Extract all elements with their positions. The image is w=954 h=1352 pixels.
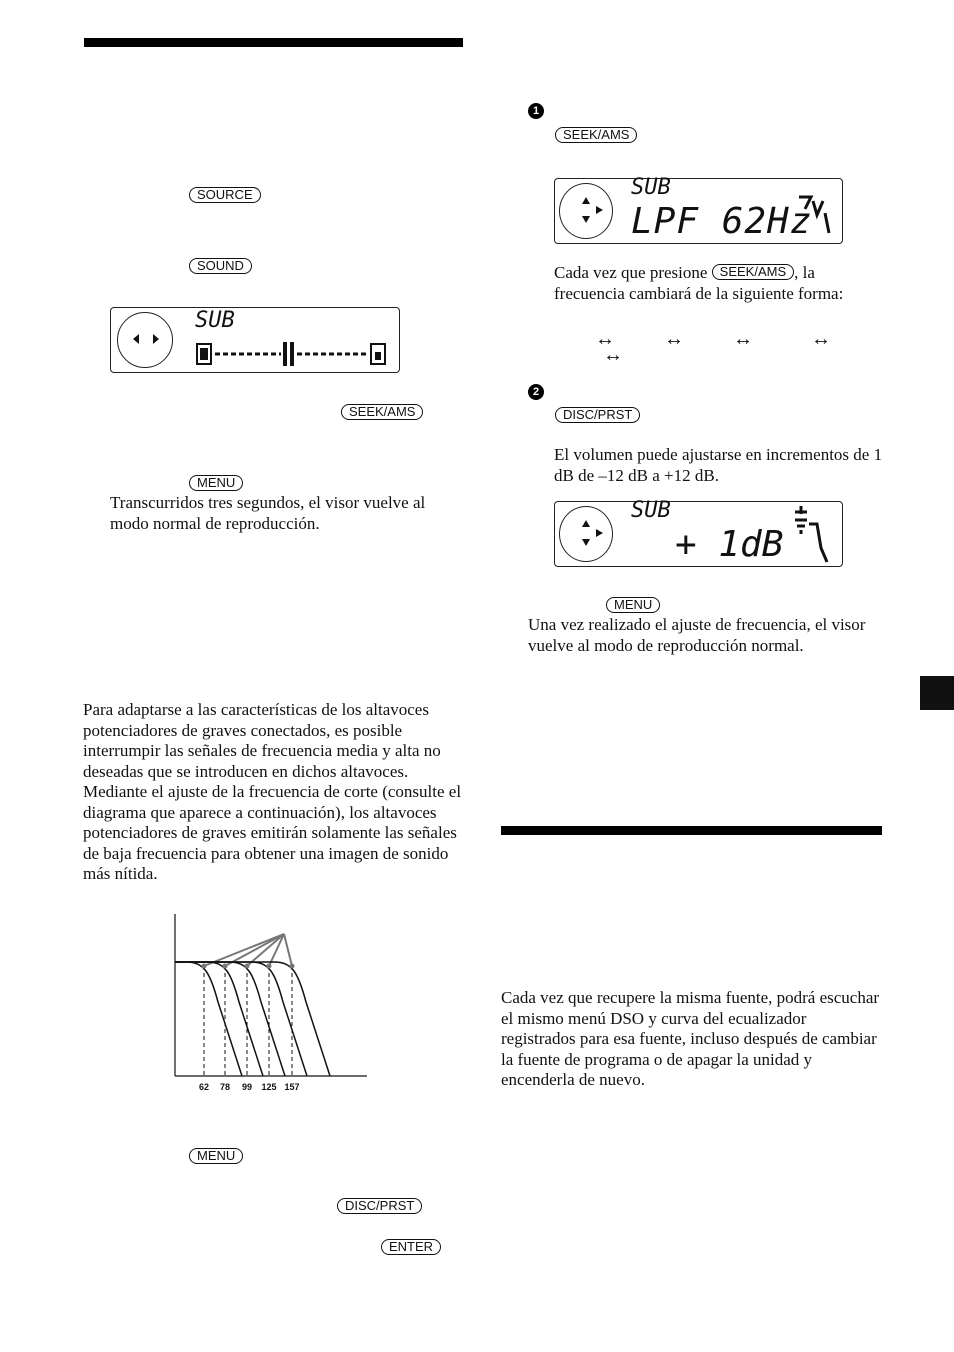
cutoff-point-62 — [202, 964, 207, 969]
step1-text-a: Cada vez que presione — [554, 263, 708, 282]
sequence-arrow-4: ↔ — [811, 328, 831, 350]
sound-button[interactable]: SOUND — [189, 258, 252, 274]
lcd-top-blinking-text: SUB — [631, 498, 671, 523]
section-rule-right — [501, 826, 882, 835]
menu-button-right[interactable]: MENU — [606, 597, 660, 613]
sequence-arrow-2: ↔ — [664, 328, 684, 350]
disc-prst-button[interactable]: DISC/PRST — [337, 1198, 422, 1214]
balance-level-meter — [195, 340, 395, 368]
section-tab — [920, 676, 954, 710]
step1-text — [554, 263, 884, 304]
cutoff-point-99 — [245, 964, 250, 969]
seek-ams-button-step1[interactable]: SEEK/AMS — [555, 127, 637, 143]
seek-ams-button[interactable]: SEEK/AMS — [341, 404, 423, 420]
lcd-main-text: + 1dB — [675, 524, 784, 565]
sequence-arrow-1: ↔ — [595, 328, 615, 350]
right-after-menu-text: Una vez realizado el ajuste de frecuencia, el visor vuelve al modo de reproducción normal. — [528, 615, 866, 655]
seek-ams-inline-button[interactable]: SEEK/AMS — [712, 264, 794, 280]
lcd-indicator-icon — [795, 193, 835, 239]
left-right-arrows-icon — [131, 330, 161, 348]
lcd-main-text: LPF 62Hz — [631, 201, 813, 242]
step1-text-b: , la frecuencia cambiará de la siguiente forma: — [554, 263, 844, 303]
tick-label-99: 99 — [241, 1082, 253, 1092]
tick-label-78: 78 — [219, 1082, 231, 1092]
section-rule-left — [84, 38, 463, 47]
lcd-display-lpf — [554, 175, 843, 244]
cutoff-pointer-157 — [284, 934, 292, 966]
tick-label-125: 125 — [261, 1082, 277, 1092]
crossover-frequency-chart — [160, 910, 380, 1100]
four-way-arrows-icon — [577, 518, 605, 548]
step-1-marker: 1 — [528, 103, 544, 119]
lcd-top-text: SUB — [195, 308, 235, 333]
menu-button-2[interactable]: MENU — [189, 1148, 243, 1164]
four-way-arrows-icon — [577, 195, 605, 225]
filter-curve-125 — [175, 962, 307, 1076]
step2-text: El volumen puede ajustarse en incrementos de 1 dB de –12 dB a +12 dB. — [554, 445, 883, 485]
sequence-arrow-3: ↔ — [733, 328, 753, 350]
cutoff-point-78 — [223, 964, 228, 969]
filter-curve-157 — [175, 962, 330, 1076]
bottom-paragraph: Cada vez que recupere la misma fuente, podrá escuchar el mismo menú DSO y curva del ecualizador registrados para esa fuente, incluso después de cambiar la fuente de programa o de apagar la unidad y encenderla de nuevo. — [501, 988, 880, 1089]
tick-label-62: 62 — [198, 1082, 210, 1092]
intro-paragraph: Para adaptarse a las características de los altavoces potenciadores de graves conectados, es posible interrumpir las señales de frecuencia media y alta no deseadas que se introducen en dichos altavoces. Mediante el ajuste de la frecuencia de corte (consulte el diagrama que aparece a continuación), los altavoces potenciadores de graves emitirán solamente las señales de baja frecuencia para obtener una imagen de sonido más nítida. — [83, 700, 462, 883]
lcd-display-volume — [554, 498, 843, 567]
filter-curve-78 — [175, 962, 263, 1076]
cutoff-point-125 — [267, 964, 272, 969]
cutoff-point-157 — [290, 964, 295, 969]
lcd-indicator-icon — [791, 504, 835, 564]
disc-prst-button-step2[interactable]: DISC/PRST — [555, 407, 640, 423]
sequence-arrow-5: ↔ — [603, 344, 623, 366]
source-button[interactable]: SOURCE — [189, 187, 261, 203]
lcd-top-blinking-text: SUB — [631, 175, 671, 200]
tick-label-157: 157 — [284, 1082, 300, 1092]
cutoff-pointer-78 — [225, 934, 284, 966]
lcd-display-sub-balance — [110, 307, 400, 373]
step-2-marker: 2 — [528, 384, 544, 400]
enter-button[interactable]: ENTER — [381, 1239, 441, 1255]
menu-button[interactable]: MENU — [189, 475, 243, 491]
left-after-menu-text: Transcurridos tres segundos, el visor vuelve al modo normal de reproducción. — [110, 493, 426, 533]
